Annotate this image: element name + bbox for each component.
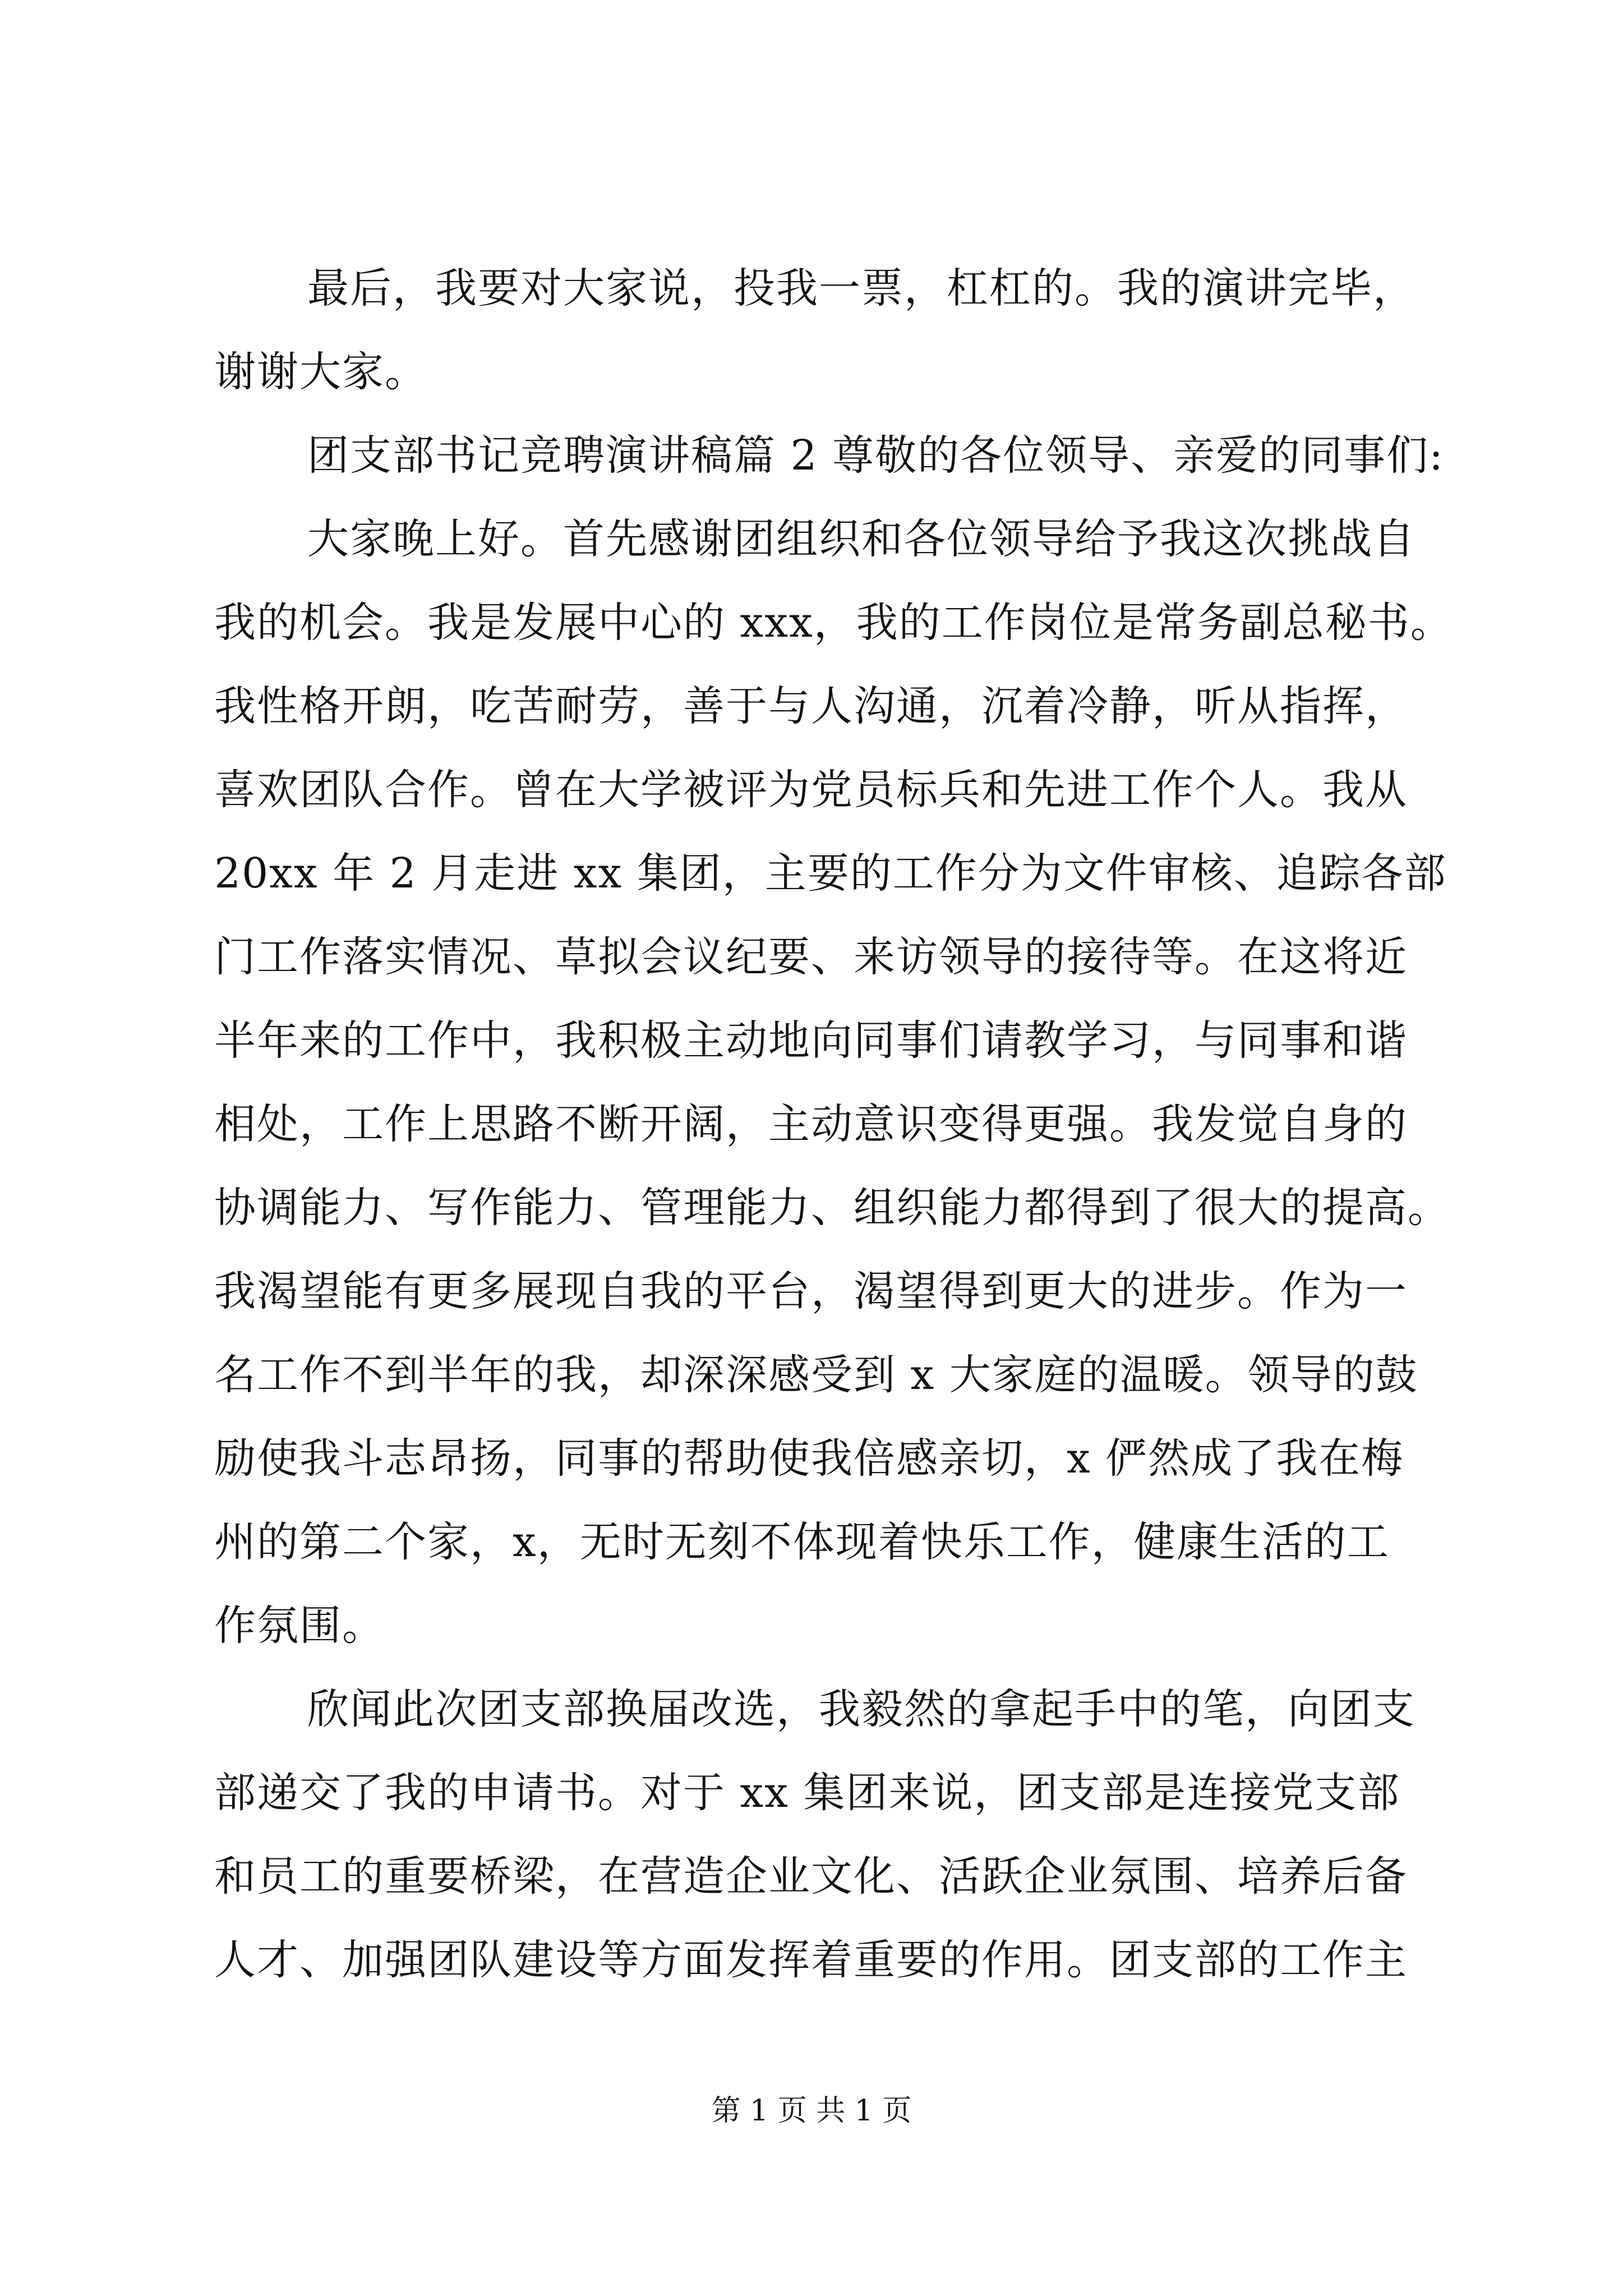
text-line: 名工作不到半年的我，却深深感受到 x 大家庭的温暖。领导的鼓 xyxy=(214,1351,1418,1399)
text-line: 相处，工作上思路不断开阔，主动意识变得更强。我发觉自身的 xyxy=(214,1100,1408,1148)
text-line: 协调能力、写作能力、管理能力、组织能力都得到了很大的提高。 xyxy=(214,1184,1450,1232)
text-line: 人才、加强团队建设等方面发挥着重要的作用。团支部的工作主 xyxy=(214,1936,1408,1984)
text-line: 州的第二个家，x，无时无刻不体现着快乐工作，健康生活的工 xyxy=(214,1518,1390,1566)
text-line: 门工作落实情况、草拟会议纪要、来访领导的接待等。在这将近 xyxy=(214,933,1408,981)
text-line: 大家晚上好。首先感谢团组织和各位领导给予我这次挑战自 xyxy=(307,515,1415,563)
text-line: 最后，我要对大家说，投我一票，杠杠的。我的演讲完毕， xyxy=(307,264,1415,312)
text-line: 我渴望能有更多展现自我的平台，渴望得到更大的进步。作为一 xyxy=(214,1267,1408,1315)
text-line: 喜欢团队合作。曾在大学被评为党员标兵和先进工作个人。我从 xyxy=(214,766,1408,814)
page-footer xyxy=(0,2091,1623,2131)
document-body xyxy=(214,247,1453,2002)
text-line: 20xx 年 2 月走进 xx 集团，主要的工作分为文件审核、追踪各部 xyxy=(214,849,1447,898)
text-line: 我性格开朗，吃苦耐劳，善于与人沟通，沉着冷静，听从指挥， xyxy=(214,682,1408,730)
page-number-label: 第 1 页 共 1 页 xyxy=(711,2094,912,2128)
text-line: 部递交了我的申请书。对于 xx 集团来说，团支部是连接党支部 xyxy=(214,1769,1400,1817)
text-line: 励使我斗志昂扬，同事的帮助使我倍感亲切，x 俨然成了我在梅 xyxy=(214,1434,1404,1483)
text-line: 欣闻此次团支部换届改选，我毅然的拿起手中的笔，向团支 xyxy=(307,1685,1415,1733)
text-line: 作氛围。 xyxy=(214,1602,385,1650)
text-line: 和员工的重要桥梁，在营造企业文化、活跃企业氛围、培养后备 xyxy=(214,1852,1408,1901)
section-heading-line: 团支部书记竞聘演讲稿篇 2 尊敬的各位领导、亲爱的同事们: xyxy=(307,431,1445,480)
text-line: 谢谢大家。 xyxy=(214,348,427,396)
text-line: 半年来的工作中，我积极主动地向同事们请教学习，与同事和谐 xyxy=(214,1016,1408,1065)
text-line: 我的机会。我是发展中心的 xxx，我的工作岗位是常务副总秘书。 xyxy=(214,599,1453,647)
